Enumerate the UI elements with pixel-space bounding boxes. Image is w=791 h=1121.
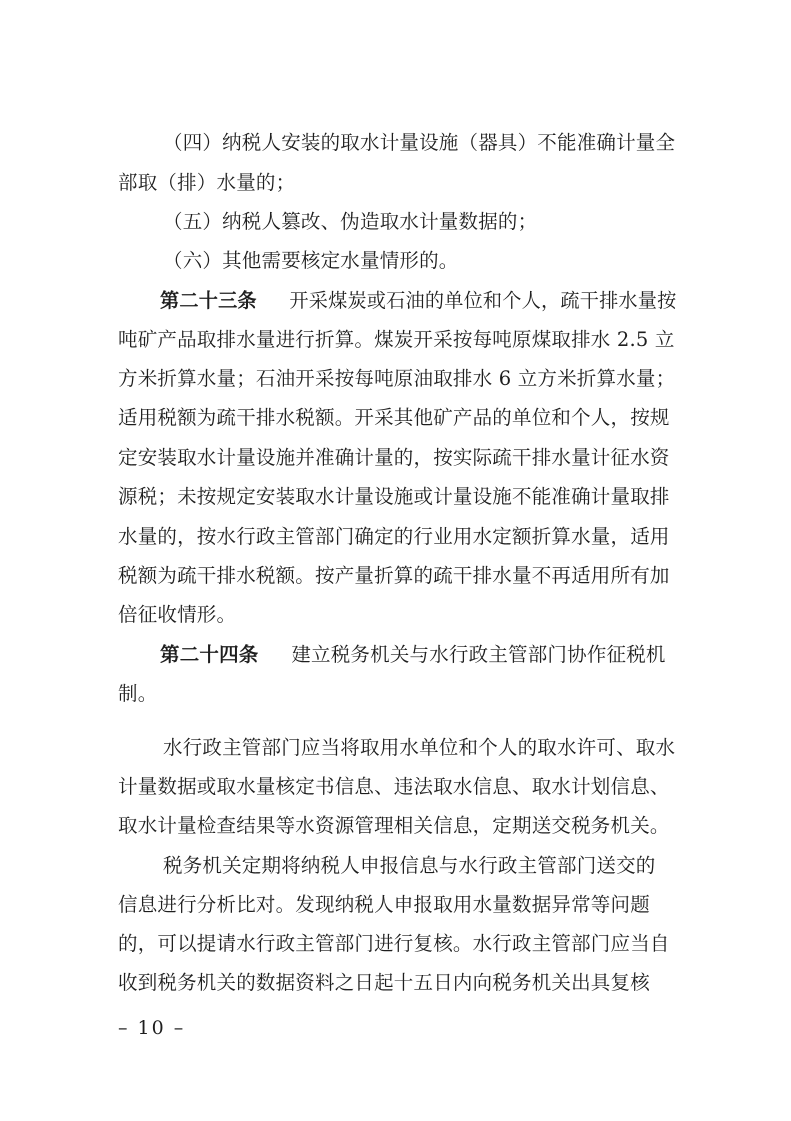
text-line: 计量数据或取水量核定书信息、违法取水信息、取水计划信息、 (118, 775, 670, 798)
article-heading: 第二十四条 (160, 643, 259, 666)
text-line: 适用税额为疏干排水税额。开采其他矿产品的单位和个人，按规 (118, 406, 670, 429)
text-line: 水量的，按水行政主管部门确定的行业用水定额折算水量，适用 (118, 525, 670, 548)
article-heading: 第二十三条 (160, 289, 257, 312)
text-line: （四）纳税人安装的取水计量设施（器具）不能准确计量全 (163, 131, 676, 154)
text-line: 源税；未按规定安装取水计量设施或计量设施不能准确计量取排 (118, 485, 670, 508)
text-line: 部取（排）水量的； (118, 171, 296, 194)
article-text: 开采煤炭或石油的单位和个人，疏干排水量按 (289, 289, 677, 312)
text-line: 制。 (118, 682, 158, 705)
text-line: （五）纳税人篡改、伪造取水计量数据的； (163, 210, 538, 233)
text-line: 取水计量检查结果等水资源管理相关信息，定期送交税务机关。 (118, 814, 670, 837)
text-line: 税额为疏干排水税额。按产量折算的疏干排水量不再适用所有加 (118, 564, 670, 587)
article-line (160, 642, 666, 668)
text-line: 水行政主管部门应当将取用水单位和个人的取水许可、取水 (163, 736, 676, 759)
text-line: 倍征收情形。 (118, 603, 237, 626)
text-line: 税务机关定期将纳税人申报信息与水行政主管部门送交的 (163, 854, 656, 877)
text-line: 定安装取水计量设施并准确计量的，按实际疏干排水量计征水资 (118, 446, 670, 469)
page-number: – 10 – (118, 1017, 186, 1039)
article-line (160, 288, 677, 314)
text-line: 收到税务机关的数据资料之日起十五日内向税务机关出具复核 (118, 971, 650, 994)
text-line: 信息进行分析比对。发现纳税人申报取用水量数据异常等问题 (118, 893, 650, 916)
text-line: 吨矿产品取排水量进行折算。煤炭开采按每吨原煤取排水 2.5 立 (118, 328, 675, 351)
article-text: 建立税务机关与水行政主管部门协作征税机 (291, 643, 666, 666)
text-line: 的，可以提请水行政主管部门进行复核。水行政主管部门应当自 (118, 932, 670, 955)
text-line: （六）其他需要核定水量情形的。 (163, 249, 459, 272)
text-line: 方米折算水量；石油开采按每吨原油取排水 6 立方米折算水量； (118, 367, 676, 390)
